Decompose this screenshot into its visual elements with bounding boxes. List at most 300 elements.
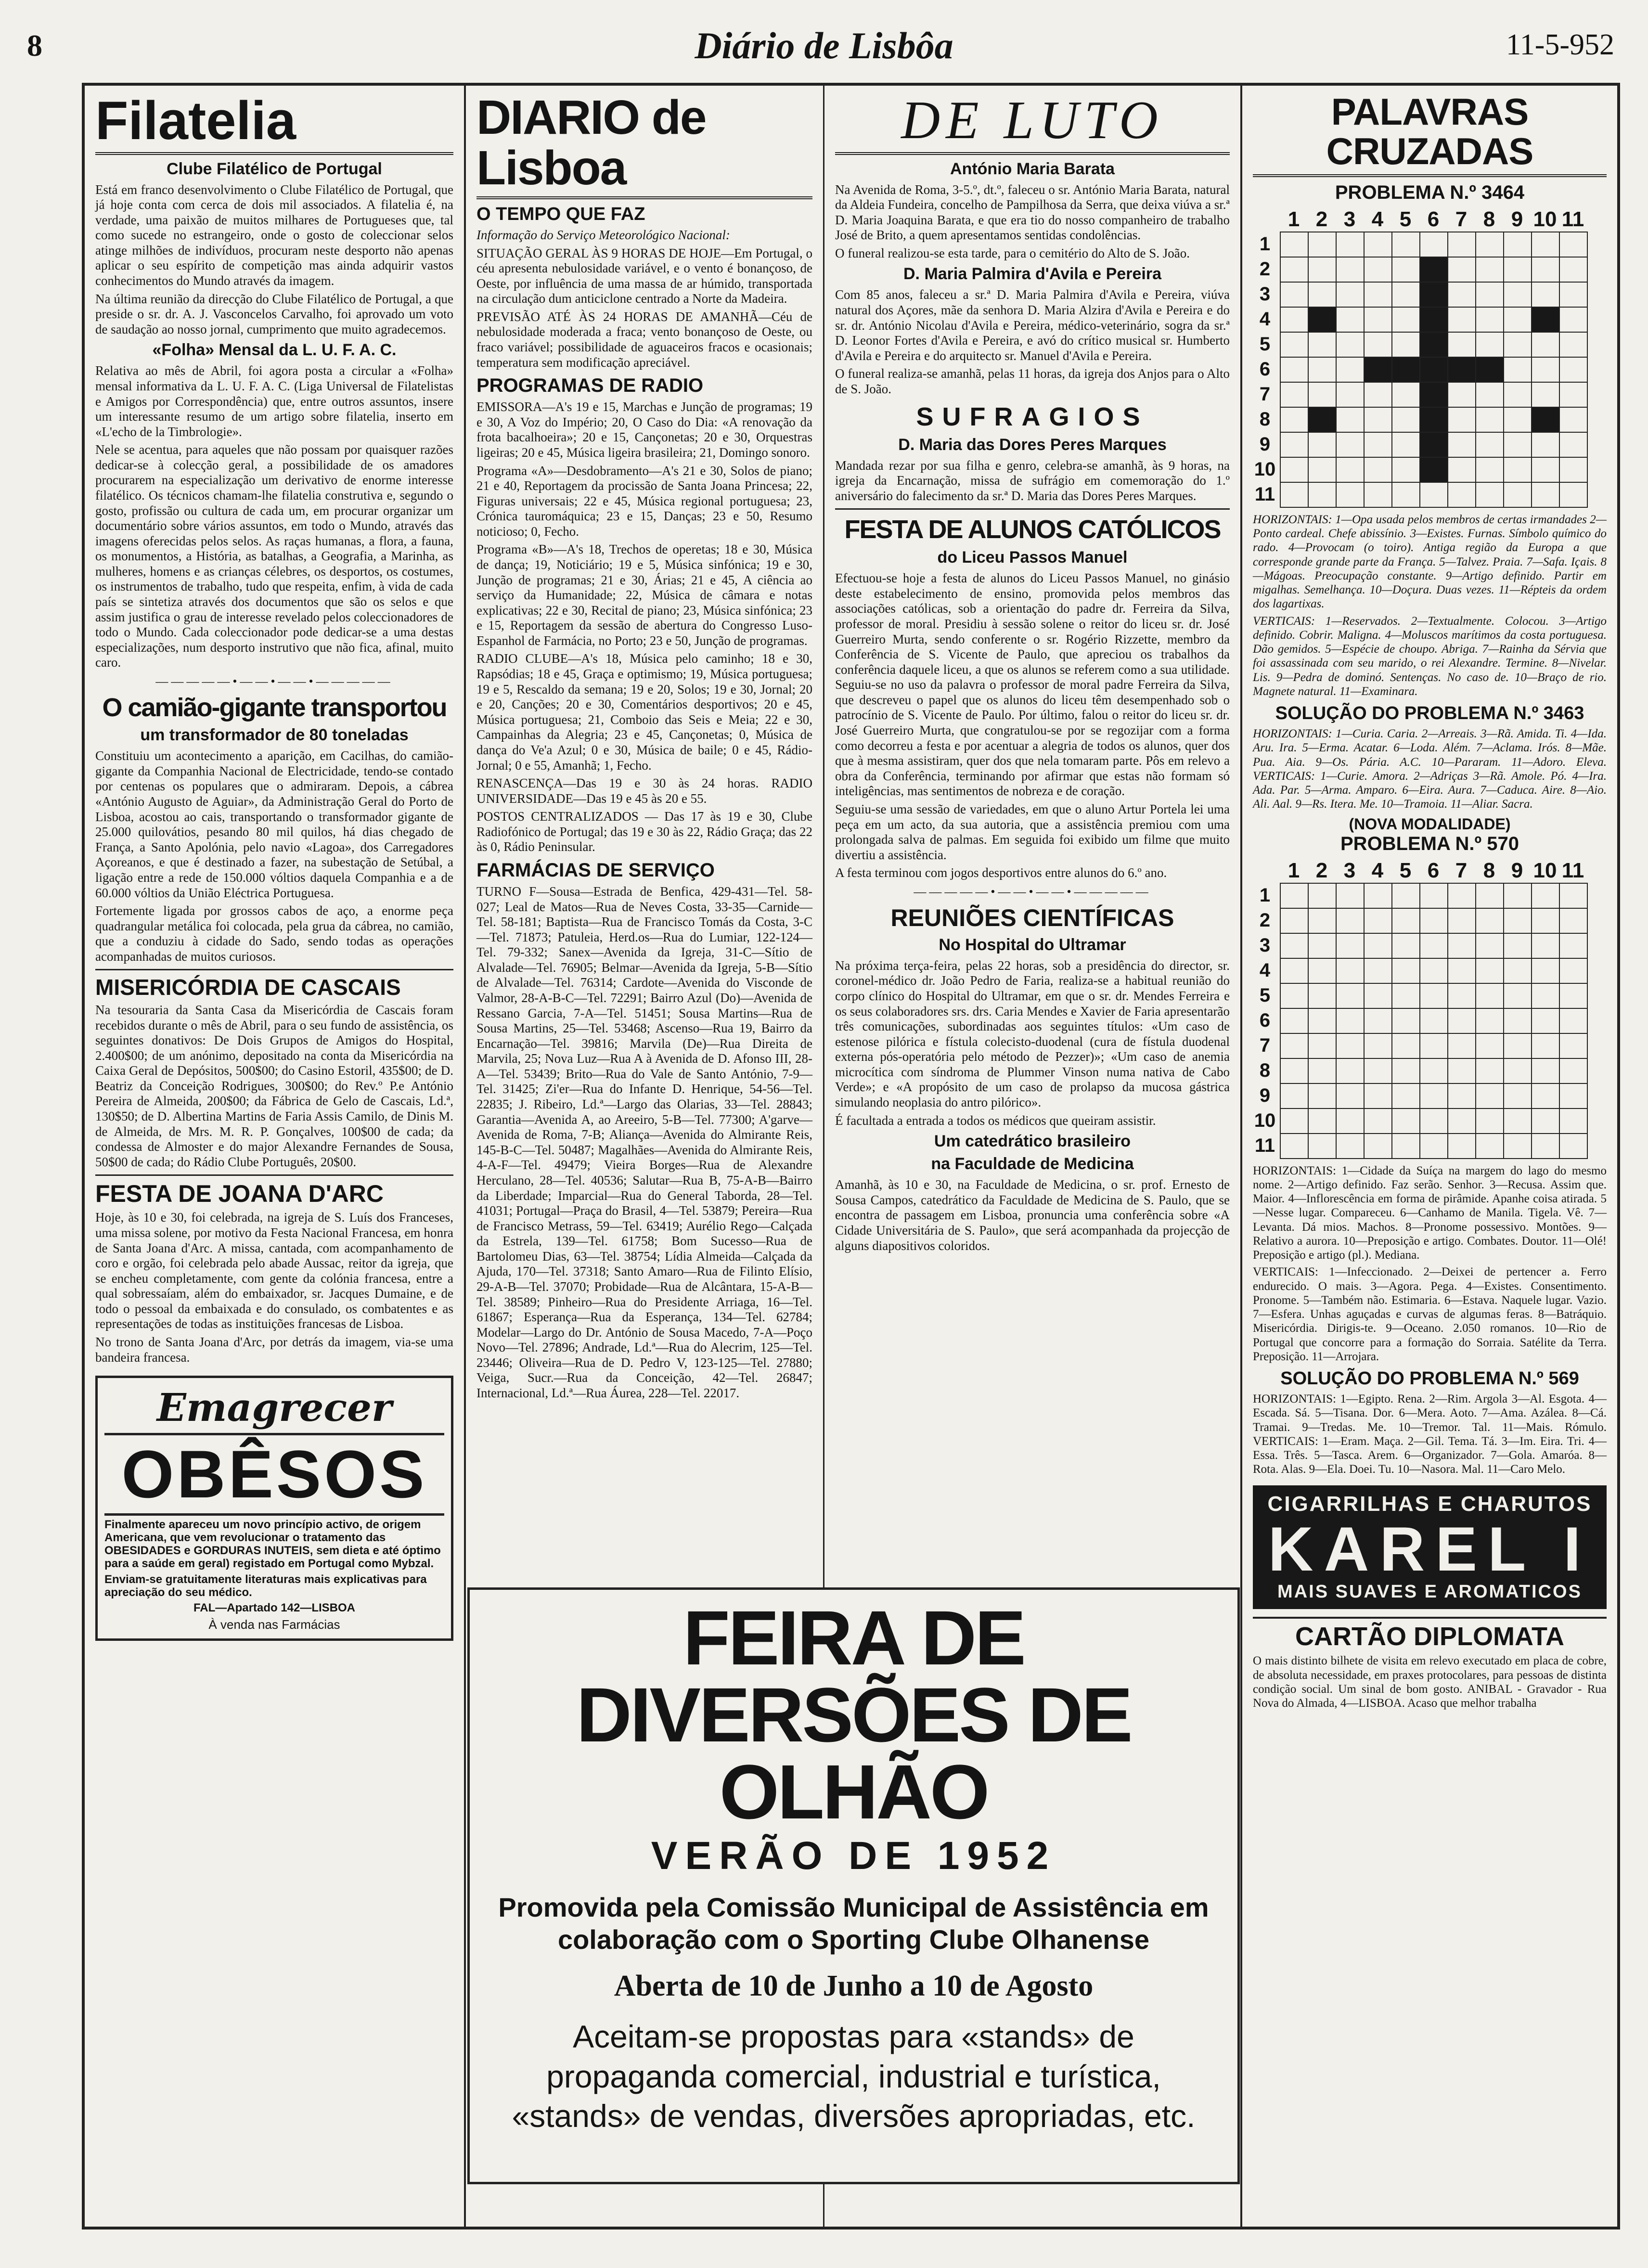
grid-cell [1336, 1033, 1364, 1058]
grid-cell [1532, 1083, 1559, 1108]
grid-cell [1336, 908, 1364, 933]
feira-dates: Aberta de 10 de Junho a 10 de Agosto [614, 1970, 1094, 2003]
grid-cell [1364, 883, 1392, 908]
grid-cell [1392, 1033, 1420, 1058]
grid-black-cell [1420, 407, 1448, 432]
grid-cell [1448, 232, 1476, 257]
grid-column-number: 5 [1399, 858, 1412, 882]
grid-cell [1336, 1058, 1364, 1083]
grid-cell [1448, 282, 1476, 307]
grid-cell [1504, 232, 1532, 257]
grid-column-number: 10 [1533, 858, 1557, 882]
grid-cell [1308, 1033, 1336, 1058]
grid-row [1280, 382, 1587, 407]
grid-cell [1336, 933, 1364, 958]
headline-sufragios: SUFRAGIOS [916, 402, 1149, 431]
headline-reunioes: REUNIÕES CIENTÍFICAS [890, 904, 1174, 931]
grid-cell [1280, 307, 1308, 332]
grid-cell [1280, 908, 1308, 933]
grid-cell [1364, 1134, 1392, 1159]
grid-cell [1280, 282, 1308, 307]
grid-cell [1448, 1108, 1476, 1134]
grid-cell [1448, 1033, 1476, 1058]
ad-feira-olhao [467, 1587, 1240, 2184]
section-title-luto: DE LUTO [835, 92, 1230, 155]
grid-cell [1504, 432, 1532, 457]
grid-black-cell [1448, 357, 1476, 382]
grid-cell [1364, 457, 1392, 482]
grid-row [1280, 432, 1587, 457]
grid-cell [1476, 908, 1504, 933]
grid-row [1280, 983, 1587, 1008]
grid-cell [1559, 307, 1587, 332]
grid-cell [1336, 1108, 1364, 1134]
grid-row [1280, 933, 1587, 958]
grid-cell [1559, 332, 1587, 357]
grid-row-number: 9 [1259, 433, 1271, 455]
paragraph: Fortemente ligada por grossos cabos de aço, a enorme peça quadrangular metálica foi colocada, pela grua da cábrea, no camião, que a conduziu à cidade do Sado, sendo todas as operações acompanhadas de muitos curiosos. [95, 903, 453, 964]
paragraph: O funeral realiza-se amanhã, pelas 11 horas, da igreja dos Anjos para o Alto de S. João. [835, 366, 1230, 396]
subhead-clube: Clube Filatélico de Portugal [167, 159, 382, 178]
grid-cell [1448, 1134, 1476, 1159]
grid-cell [1420, 232, 1448, 257]
grid-cell [1280, 1008, 1308, 1033]
grid-cell [1559, 908, 1587, 933]
newspaper-title: Diário de Lisbôa [695, 25, 953, 66]
grid-cell [1448, 983, 1476, 1008]
grid-cell [1532, 257, 1559, 282]
grid-column-number: 3 [1343, 858, 1356, 882]
grid-black-cell [1364, 357, 1392, 382]
grid-cell [1280, 232, 1308, 257]
grid-cell [1420, 908, 1448, 933]
masthead [0, 24, 1648, 72]
grid-cell [1476, 1134, 1504, 1159]
column-filatelia [85, 86, 466, 2227]
divider [95, 969, 453, 970]
grid-column-number: 6 [1427, 207, 1440, 231]
grid-cell [1392, 257, 1420, 282]
grid-column-number: 3 [1343, 207, 1356, 231]
grid-cell [1532, 1108, 1559, 1134]
grid-cell [1364, 983, 1392, 1008]
grid-cell [1476, 407, 1504, 432]
grid-cell [1308, 983, 1336, 1008]
grid-cell [1308, 457, 1336, 482]
grid-column-number: 11 [1561, 858, 1584, 882]
grid-cell [1532, 983, 1559, 1008]
grid-column-number: 4 [1371, 207, 1384, 231]
grid-cell [1364, 482, 1392, 507]
grid-cell [1308, 883, 1336, 908]
grid-row-number: 4 [1259, 308, 1271, 330]
grid-cell [1504, 307, 1532, 332]
grid-black-cell [1420, 382, 1448, 407]
grid-cell [1336, 382, 1364, 407]
grid-cell [1280, 883, 1308, 908]
grid-cell [1559, 1058, 1587, 1083]
grid-cell [1532, 232, 1559, 257]
grid-cell [1559, 407, 1587, 432]
grid-cell [1448, 1083, 1476, 1108]
grid-cell [1392, 457, 1420, 482]
grid-cell [1364, 382, 1392, 407]
grid-cell [1308, 232, 1336, 257]
grid-column-number: 2 [1315, 207, 1328, 231]
grid-cell [1559, 1083, 1587, 1108]
grid-cell [1448, 933, 1476, 958]
grid-cell [1420, 1134, 1448, 1159]
grid-cell [1364, 232, 1392, 257]
clues-vertical: VERTICAIS: 1—Infeccionado. 2—Deixei de pertencer a. Ferro endurecido. O mais. 3—Agora. Pega. 4—Existes. Consentimento. Pronome. 5—Também não. Estimaria. 6—Estava. Naquele lugar. Vazio. 7—Esfera. Unhas aguçadas e curvas de algumas feras. 8—Batráquio. Misericórdia. Dirigis-te. 9—Oceano. 2.050 romanos. 10—Rio de Portugal que concorre para a formação do Sorraia. Satélite da Terra. Preposição. 11—Arrojara. [1253, 1265, 1607, 1363]
grid-cell [1280, 983, 1308, 1008]
grid-cell [1308, 432, 1336, 457]
grid-cell [1476, 307, 1504, 332]
grid-cell [1476, 1083, 1504, 1108]
grid-row [1280, 257, 1587, 282]
grid-cell [1308, 1058, 1336, 1083]
grid-column-number: 7 [1455, 207, 1468, 231]
grid-row [1280, 908, 1587, 933]
grid-cell [1392, 933, 1420, 958]
section-title-filatelia: Filatelia [95, 92, 453, 155]
headline-festa-alunos: FESTA DE ALUNOS CATÓLICOS [844, 515, 1221, 544]
feira-title: FEIRA DE DIVERSÕES DE OLHÃO [576, 1595, 1131, 1835]
grid-cell [1364, 257, 1392, 282]
grid-cell [1280, 407, 1308, 432]
feira-proposals: Aceitam-se propostas para «stands» de propaganda comercial, industrial e turística, «stands» de vendas, diversões apropriadas, etc. [512, 2019, 1196, 2134]
problem-title-3464: PROBLEMA N.º 3464 [1335, 181, 1525, 203]
page-frame [82, 83, 1620, 2229]
paragraph: Relativa ao mês de Abril, foi agora posta a circular a «Folha» mensal informativa da L. U. F. A. C. (Liga Universal de Filatelistas e Amigos por Correspondência) que, entre outros assuntos, insere um interessante resumo de um artigo sobre filatelia, inserto em «L'echo de la Timbrologie». [95, 363, 453, 439]
grid-cell [1504, 1008, 1532, 1033]
grid-row-numbers [1253, 232, 1277, 507]
grid-cell [1476, 1108, 1504, 1134]
grid-cell [1532, 1008, 1559, 1033]
issue-date: 11-5-952 [1506, 28, 1614, 61]
paragraph: TURNO F—Sousa—Estrada de Benfica, 429-431—Tel. 58-027; Leal de Matos—Rua de Neves Costa, 33-35—Carnide—Tel. 58-181; Baptista—Rua de Francisco Tomás da Costa, 3-C—Tel. 71873; Patuleia, Herd.os—Rua do Lumiar, 122-124—Tel. 79-332; Sanex—Avenida da Igreja, 31-C—Sítio de Alvalade—Tel. 76905; Belmar—Avenida da Igreja, 5-B—Sítio de Alvalade—Tel. 76314; Cardote—Avenida do Visconde de Valmor, 28-A-B-C—Tel. 72291; Bairro Azul (Do)—Avenida de Ressano Garcia, 7-A—Tel. 51451; Sousa Martins—Rua de Sousa Martins, 25—Tel. 53468; Ascenso—Rua 19, Bairro da Encarnação—Tel. 39816; Marvila (De)—Rua Direita de Marvila, 25; Nova Luz—Rua A à Avenida de D. Afonso III, 28-A—Tel. 53439; Brito—Rua do Vale de Santo António, 7-9—Tel. 31425; Zi'er—Rua do Infante D. Henrique, 54-56—Tel. 22835; J. Ribeiro, Ld.ª—Largo das Olarias, 33—Tel. 28843; Garantia—Avenida A, ao Areeiro, 5-B—Tel. 77300; A'garve—Avenida de Roma, 7-B; Aliança—Avenida do Almirante Reis, 145-B-C—Tel. 50487; Magalhães—Avenida do Almirante Reis, 4-A-F—Tel. 49479; Vieira Borges—Rua de Alexandre Herculano, 28—Tel. 40536; Salutar—Rua B, 75-A-B—Bairro da Liberdade; Imparcial—Rua do General Taborda, 28—Tel. 41031; Portugal—Praça do Brasil, 4—Tel. 53879; Pereira—Rua de Francisco Metrass, 59—Tel. 63419; Aurélio Rego—Calçada da Estrela, 139—Tel. 61758; Bom Sucesso—Rua de Bartolomeu Dias, 63—Tel. 38754; Lídia Almeida—Calçada da Ajuda, 170—Tel. 37318; Santo Amaro—Rua de Filinto Elísio, 29-A-B—Tel. 37070; Probidade—Rua de Alcântara, 15-A-B—Tel. 38589; Pinheiro—Rua do Presidente Arriaga, 16—Tel. 61867; Esperança—Rua da Esperança, 134—Tel. 62784; Modelar—Largo do Dr. António de Sousa Macedo, 7-A—Poço Novo—Tel. 27896; Andrade, Ld.ª—Rua do Alecrim, 125—Tel. 23446; Oliveira—Rua de D. Pedro V, 123-125—Tel. 27880; Veiga, Sucr.—Rua da Conceição, 42—Tel. 26847; Internacional, Ld.ª—Rua Áurea, 228—Tel. 22017. [476, 884, 812, 1401]
grid-cell [1308, 257, 1336, 282]
headline-radio: PROGRAMAS DE RADIO [476, 375, 704, 397]
grid-cell [1532, 357, 1559, 382]
feira-promoter: Promovida pela Comissão Municipal de Assistência em colaboração com o Sporting Clube Olhanense [498, 1892, 1209, 1955]
grid-cell [1392, 1008, 1420, 1033]
grid-row-number: 6 [1259, 1009, 1271, 1031]
grid-cell [1308, 1008, 1336, 1033]
grid-cell [1308, 482, 1336, 507]
paragraph: Está em franco desenvolvimento o Clube Filatélico de Portugal, que já hoje conta com cerca de dois mil associados. A filatelia é, na verdade, uma paixão de muitos milhares de Portugueses que, tal como sucede no estrangeiro, onde o gosto de coleccionar selos atinge milhões de indivíduos, procuram neste desporto não apenas aplicar o seu espírito de competição mas ainda adquirir vastos conhecimentos do Mundo através da imagem. [95, 182, 453, 288]
grid-cell [1448, 307, 1476, 332]
grid-black-cell [1532, 307, 1559, 332]
crossword-table [1280, 232, 1588, 508]
grid-column-number: 5 [1399, 207, 1412, 231]
grid-black-cell [1392, 357, 1420, 382]
paragraph: É facultada a entrada a todos os médicos que queiram assistir. [835, 1113, 1156, 1128]
grid-row [1280, 1108, 1587, 1134]
grid-cell [1364, 1083, 1392, 1108]
grid-black-cell [1420, 307, 1448, 332]
grid-cell [1532, 1033, 1559, 1058]
grid-cell [1280, 332, 1308, 357]
grid-cell [1392, 407, 1420, 432]
crossword-grid-3464 [1253, 207, 1607, 508]
grid-cell [1448, 432, 1476, 457]
section-title-palavras-cruzadas: PALAVRAS CRUZADAS [1253, 92, 1607, 177]
grid-cell [1559, 482, 1587, 507]
paragraph: Efectuou-se hoje a festa de alunos do Liceu Passos Manuel, no ginásio deste estabelecimento de ensino, promovida pelos membros das associações católicas, sob a orientação do padre dr. Ferreira da Silva, professor de moral. Presidiu à sessão solene o reitor do liceu sr. dr. José Guerreiro Murta, sendo conferente o sr. Rogério Rizzette, membro da Conferência de S. Vicente de Paulo, que apreciou os trabalhos da conferência daquele liceu, a que os alunos se referem como a sua utilidade. Seguiu-se no uso da palavra o professor de moral padre Ferreira da Silva, que descreveu o papel que os alunos do liceu têm desempenhado sob o patrocínio de S. Vicente de Paulo. Por último, falou o reitor do liceu sr. dr. José Guerreiro Murta, que congratulou-se por se regozijar com a forma como decorreu a festa e por acentuar a alegria de todos os alunos, quer dos que à mesma assistiram, quer dos que nela tomaram parte. Pôs em relevo a obra da Conferência, terminando por afirmar que estas não formam só inteligências, mas sentimentos de nobreza e de coração. [835, 571, 1230, 799]
grid-cell [1364, 958, 1392, 983]
grid-cell [1448, 883, 1476, 908]
grid-cell [1336, 457, 1364, 482]
grid-cell [1504, 357, 1532, 382]
grid-cell [1504, 282, 1532, 307]
grid-cell [1392, 307, 1420, 332]
grid-cell [1364, 282, 1392, 307]
grid-cell [1476, 457, 1504, 482]
page-number: 8 [27, 28, 42, 63]
grid-cell [1308, 357, 1336, 382]
grid-cell [1392, 1108, 1420, 1134]
grid-cell [1280, 958, 1308, 983]
grid-cell [1504, 332, 1532, 357]
grid-cell [1448, 382, 1476, 407]
grid-cell [1504, 983, 1532, 1008]
subhead-hospital: No Hospital do Ultramar [939, 935, 1126, 954]
grid-cell [1392, 908, 1420, 933]
headline-misericordia: MISERICÓRDIA DE CASCAIS [95, 975, 401, 1000]
grid-black-cell [1420, 257, 1448, 282]
grid-cell [1280, 1058, 1308, 1083]
grid-cell [1476, 983, 1504, 1008]
grid-row-number: 1 [1259, 233, 1271, 255]
grid-cell [1392, 1134, 1420, 1159]
grid-cell [1476, 332, 1504, 357]
grid-cell [1559, 457, 1587, 482]
grid-column-number: 1 [1288, 207, 1300, 231]
grid-row-number: 6 [1259, 358, 1271, 380]
grid-cell [1364, 1008, 1392, 1033]
paragraph: Programa «B»—A's 18, Trechos de operetas; 18 e 30, Música de dança; 19, Noticiário; 19 e 5, Música sinfónica; 19 e 30, Junção de programas; 21 e 30, Árias; 21 e 45, A ciência ao serviço da Humanidade; 22, Música de câmara e notas explicativas; 22 e 30, Recital de piano; 23, Música sinfónica; 23 e 15, Reportagem da sessão de abertura do Congresso Luso-Espanhol de Farmácia, no Porto; 23 e 50, Junção de programas. [476, 542, 812, 648]
grid-column-number: 6 [1427, 858, 1440, 882]
grid-row-number: 7 [1259, 383, 1271, 405]
grid-row [1280, 332, 1587, 357]
grid-black-cell [1308, 407, 1336, 432]
grid-cell [1364, 1058, 1392, 1083]
grid-cell [1336, 432, 1364, 457]
nova-modalidade: (NOVA MODALIDADE) [1349, 815, 1511, 833]
grid-cell [1504, 908, 1532, 933]
grid-cell [1504, 1058, 1532, 1083]
grid-cell [1280, 933, 1308, 958]
paragraph: Na próxima terça-feira, pelas 22 horas, sob a presidência do director, sr. coronel-médico dr. João Pedro de Faria, realiza-se a habitual reunião do corpo clínico do Hospital do Ultramar, em que o sr. dr. Mendes Ferreira e os seus colaboradores srs. drs. Caria Mendes e Xavier de Faria apresentarão três comunicações, subordinadas aos seguintes títulos: «Um caso de estenose pilórica e fístula colecisto-duodenal (cura de fístula duodenal externa pós-operatória pelo método de Pezzer)»; «Um caso de anemia microcítica com síndroma de Plummer Vinson numa nativa de Cabo Verde»; e «A propósito de um caso de prolapso da mucosa gástrica simulando neoplasia do antro pilórico». [835, 958, 1230, 1110]
grid-column-number: 9 [1511, 207, 1523, 231]
grid-cell [1504, 1083, 1532, 1108]
grid-row [1280, 307, 1587, 332]
grid-cell [1559, 1008, 1587, 1033]
grid-cell [1392, 382, 1420, 407]
grid-row-number: 4 [1259, 959, 1271, 981]
paragraph: RENASCENÇA—Das 19 e 30 às 24 horas. RADIO UNIVERSIDADE—Das 19 e 45 às 20 e 55. [476, 776, 812, 806]
grid-cell [1336, 232, 1364, 257]
headline-joana: FESTA DE JOANA D'ARC [95, 1180, 384, 1208]
grid-row [1280, 357, 1587, 382]
grid-cell [1420, 1108, 1448, 1134]
grid-cell [1336, 1083, 1364, 1108]
grid-cell [1504, 482, 1532, 507]
paragraph: No trono de Santa Joana d'Arc, por detrás da imagem, via-se uma bandeira francesa. [95, 1335, 453, 1365]
crossword-table [1280, 883, 1588, 1159]
grid-row-number: 3 [1259, 283, 1271, 305]
grid-cell [1448, 908, 1476, 933]
grid-cell [1476, 958, 1504, 983]
grid-cell [1448, 407, 1476, 432]
grid-row [1280, 1008, 1587, 1033]
grid-cell [1420, 482, 1448, 507]
headline-camiao: O camião-gigante transportou [102, 693, 447, 722]
grid-cell [1280, 482, 1308, 507]
divider [835, 508, 1230, 510]
headline-tempo: O TEMPO QUE FAZ [476, 204, 645, 224]
grid-row-number: 5 [1259, 333, 1271, 355]
grid-cell [1532, 883, 1559, 908]
paragraph: RADIO CLUBE—A's 18, Música pelo caminho; 18 e 30, Rapsódias; 18 e 45, Graça e optimismo; 19, Música portuguesa; 19 e 5, Rescaldo da semana; 19 e 20, Solos; 19 e 30, Jornal; 20 e 20, Canções; 20 e 30, Comentários desportivos; 20 e 45, Música portuguesa; 21, Comboio das Seis e Meia; 22 e 30, Campainhas da Alegria; 23 e 45, Cançonetas; 0, Música de dança do Ve'a Azul; 0 e 30, Música de baile; 0 e 45, Rádio-Jornal; 0 e 55, Amanhã; 1, Fecho. [476, 651, 812, 773]
grid-cell [1476, 1058, 1504, 1083]
grid-cell [1336, 958, 1364, 983]
grid-cell [1504, 1134, 1532, 1159]
clues-vertical: VERTICAIS: 1—Reservados. 2—Textualmente. Colocou. 3—Artigo definido. Cobrir. Maligna. 4—Moluscos marítimos da costa portuguesa. Dão gemidos. 5—Espécie de choupo. Abriga. 7—Rainha da Sérvia que foi assassinada com seu marido, o rei Alexandre. Termine. 8—Nivelar. Lis. 9—Pedra de dominó. Sentenças. No caso de. 10—Braço de rio. Magnete natural. 11—Examinara. [1253, 614, 1607, 698]
subhead-palmira: D. Maria Palmira d'Avila e Pereira [903, 265, 1161, 284]
grid-cell [1420, 958, 1448, 983]
subhead-faculdade: na Faculdade de Medicina [931, 1155, 1134, 1173]
grid-cell [1448, 958, 1476, 983]
grid-cell [1420, 883, 1448, 908]
grid-cell [1336, 482, 1364, 507]
grid-cell [1532, 382, 1559, 407]
grid-cell [1392, 883, 1420, 908]
solution-title-569: SOLUÇÃO DO PROBLEMA N.º 569 [1280, 1368, 1579, 1389]
grid-column-number: 9 [1511, 858, 1523, 882]
grid-cell [1504, 1108, 1532, 1134]
grid-column-number: 10 [1533, 207, 1557, 231]
paragraph: Amanhã, às 10 e 30, na Faculdade de Medicina, o sr. prof. Ernesto de Sousa Campos, catedrático da Faculdade de Medicina de S. Paulo, que se encontra de passagem em Lisboa, pronuncia uma conferência sobre «A Cidade Universitária de S. Paulo», que será acompanhada da projecção de alguns diapositivos coloridos. [835, 1177, 1230, 1253]
grid-cell [1504, 958, 1532, 983]
grid-cell [1532, 958, 1559, 983]
paragraph: EMISSORA—A's 19 e 15, Marchas e Junção de programas; 19 e 30, A Voz do Império; 20, O Caso do Dia: «A renovação da frota bacalhoeira»; 20 e 15, Cançonetas; 20 e 30, Orquestras ligeiras; 20 e 45, Música ligeira brasileira; 21, Domingo sonoro. [476, 399, 812, 460]
grid-cell [1420, 1083, 1448, 1108]
grid-cell [1336, 282, 1364, 307]
grid-black-cell [1420, 357, 1448, 382]
separator: —————•——•——•————— [155, 674, 393, 688]
subhead-barata: António Maria Barata [950, 159, 1115, 178]
grid-cell [1336, 332, 1364, 357]
grid-cell [1532, 1134, 1559, 1159]
grid-cell [1308, 382, 1336, 407]
paragraph: O funeral realizou-se esta tarde, para o cemitério do Alto de S. João. [835, 245, 1190, 260]
grid-cell [1308, 1134, 1336, 1159]
grid-cell [1504, 257, 1532, 282]
grid-row-number: 9 [1259, 1084, 1271, 1106]
paragraph: SITUAÇÃO GERAL ÀS 9 HORAS DE HOJE—Em Portugal, o céu apresenta nebulosidade variável, e o vento é bonançoso, de Oeste, por influência de uma massa de ar húmido, transportada na circulação dum anticiclone centrado a Norte da Madeira. [476, 245, 812, 306]
grid-cell [1392, 958, 1420, 983]
grid-cell [1336, 257, 1364, 282]
karel-top: CIGARRILHAS E CHARUTOS [1267, 1492, 1592, 1516]
subhead-sufragio: D. Maria das Dores Peres Marques [898, 435, 1167, 454]
grid-cell [1559, 232, 1587, 257]
grid-row-number: 10 [1254, 1109, 1276, 1131]
grid-cell [1448, 332, 1476, 357]
grid-row-number: 7 [1259, 1034, 1271, 1056]
grid-cell [1504, 1033, 1532, 1058]
solution-text: HORIZONTAIS: 1—Curia. Caria. 2—Arreais. 3—Rã. Amida. Ti. 4—Ida. Aru. Ira. 5—Erma. Acatar. 6—Loda. Além. 7—Aclama. Irós. 8—Mãe. Pua. Aia. 9—Os. Pária. A.C. 10—Pararam. 11—Adoro. Eleva. VERTICAIS: 1—Curie. Amora. 2—Adriças 3—Rã. Amole. Pó. 4—Ira. Ada. Par. 5—Arma. Amparo. 6—Eira. Aura. 7—Caduca. Aire. 8—Aio. Ali. Aal. 9—Rs. Itera. Me. 10—Tramoia. 11—Aliar. Sacra. [1253, 727, 1607, 811]
headline-cartao: CARTÃO DIPLOMATA [1253, 1617, 1607, 1651]
grid-cell [1559, 1134, 1587, 1159]
grid-row-number: 10 [1254, 458, 1276, 480]
grid-cell [1448, 1008, 1476, 1033]
paragraph: Constituiu um acontecimento a aparição, em Cacilhas, do camião-gigante da Companhia Nacional de Electricidade, tendo-se contado por centenas os populares que o admiraram. Depois, a cábrea «António Augusto de Aguiar», da Administração Geral do Porto de Lisboa, acostou ao cais, transportando o transformador gigante de 25.000 quilovátios, pesando 80 mil quilos, há dias chegado de França, a Santo Apolónia, pelo navio «Lagoa», dos Carregadores Açoreanos, e que é destinado a fazer, na subestação de Setúbal, a ligação entre a rede de 150.000 vóltios daquela Companhia e a de 60.000 vóltios da União Eléctrica Portuguesa. [95, 748, 453, 900]
grid-cell [1392, 983, 1420, 1008]
grid-cell [1559, 257, 1587, 282]
grid-cell [1448, 257, 1476, 282]
grid-row [1280, 1134, 1587, 1159]
grid-cell [1559, 382, 1587, 407]
paragraph: Hoje, às 10 e 30, foi celebrada, na igreja de S. Luís dos Franceses, uma missa solene, por motivo da Festa Nacional Francesa, em honra de Santa Joana d'Arc. A missa, cantada, com acompanhamento de coro e orgão, foi celebrada pelo abade Aussac, reitor da igreja, que se encheu completamente, com gente da colónia francesa, entre a qual sobressaíam, além do embaixador, sr. Jacques Dumaine, e de todo o pessoal da embaixada e do consulado, os combatentes e as representações de todas as instituições francesas de Lisboa. [95, 1210, 453, 1331]
grid-cell [1420, 933, 1448, 958]
grid-row-numbers [1253, 883, 1277, 1158]
clues-horizontal: HORIZONTAIS: 1—Opa usada pelos membros de certas irmandades 2—Ponto cardeal. Chefe abissínio. 3—Existes. Furnas. Símbolo químico do rado. 4—Provocam (o toiro). Antiga região da Europa a que corresponde grande parte da França. 5—Talvez. Praia. 7—Safa. Içais. 8—Mágoas. Preocupação constante. 9—Artigo definido. Partir em migalhas. Semelhança. 10—Doçura. Duas vezes. 11—Répteis da ordem dos lagartixas. [1253, 513, 1607, 611]
column-palavras-cruzadas [1242, 86, 1617, 2227]
grid-cell [1476, 1033, 1504, 1058]
grid-cell [1364, 307, 1392, 332]
paragraph: Na Avenida de Roma, 3-5.º, dt.º, faleceu o sr. António Maria Barata, natural da Aldeia Fundeira, concelho de Pampilhosa da Serra, que deixa viúva a sr.ª D. Maria Joaquina Barata, e que era tio do nosso companheiro de trabalho José de Brito, a quem apresentamos sentidas condolências. [835, 182, 1230, 243]
grid-cell [1504, 883, 1532, 908]
grid-black-cell [1420, 332, 1448, 357]
paragraph: Com 85 anos, faleceu a sr.ª D. Maria Palmira d'Avila e Pereira, viúva natural dos Açores, mãe da senhora D. Maria Alzira d'Avila e Pereira e do sr. dr. António Nicolau d'Avila e Pereira, médico-veterinário, sogra da sr.ª D. Leonor Fortes d'Avila e Pereira, e avó do crítico musical sr. Humberto d'Avila e Pereira e do arquitecto sr. Manuel d'Avila e Pereira. [835, 287, 1230, 363]
grid-cell [1308, 933, 1336, 958]
grid-cell [1448, 482, 1476, 507]
solution-title-3463: SOLUÇÃO DO PROBLEMA N.º 3463 [1275, 703, 1584, 724]
paragraph: POSTOS CENTRALIZADOS — Das 17 às 19 e 30, Clube Radiofónico de Portugal; das 19 e 30 às 22, Rádio Graça; das 22 às 0, Rádio Peninsular. [476, 809, 812, 854]
grid-column-number: 2 [1315, 858, 1328, 882]
grid-cell [1504, 382, 1532, 407]
grid-row [1280, 232, 1587, 257]
ad-script-title: Emagrecer [156, 1385, 392, 1430]
grid-cell [1420, 1033, 1448, 1058]
grid-column-numbers [1280, 207, 1607, 232]
grid-black-cell [1476, 357, 1504, 382]
grid-cell [1364, 1033, 1392, 1058]
grid-cell [1364, 332, 1392, 357]
grid-column-number: 8 [1483, 207, 1495, 231]
ad-address: FAL—Apartado 142—LISBOA [193, 1601, 356, 1615]
ad-obesos [95, 1376, 453, 1641]
karel-name: KAREL I [1268, 1513, 1592, 1584]
grid-cell [1280, 357, 1308, 382]
paragraph: Mandada rezar por sua filha e genro, celebra-se amanhã, às 9 horas, na igreja da Encarnação, missa de sufrágio em comemoração do 1.º aniversário do falecimento da sr.ª D. Maria das Dores Peres Marques. [835, 458, 1230, 503]
grid-column-number: 1 [1288, 858, 1300, 882]
clues-horizontal: HORIZONTAIS: 1—Cidade da Suíça na margem do lago do mesmo nome. 2—Artigo definido. Faz serão. Senhor. 3—Recusa. Assim que. Maior. 4—Inflorescência em forma de pirâmide. Apanhe coisa atirada. 5—Nesse lugar. Compareceu. 6—Canhamo de Manila. Tigela. Vê. 7—Levanta. Dá mios. Machos. 8—Pronome possessivo. Montões. 9—Relativo a aurora. 10—Preposição e artigo. Combates. Doutor. 11—Olé! Preposição e artigo (pl.). Mediana. [1253, 1164, 1607, 1262]
grid-cell [1532, 933, 1559, 958]
grid-cell [1532, 482, 1559, 507]
grid-cell [1559, 933, 1587, 958]
grid-cell [1448, 1058, 1476, 1083]
grid-cell [1559, 958, 1587, 983]
subhead-liceu: do Liceu Passos Manuel [937, 548, 1128, 567]
grid-row-number: 5 [1259, 984, 1271, 1006]
grid-cell [1532, 908, 1559, 933]
grid-black-cell [1420, 457, 1448, 482]
grid-column-numbers [1280, 859, 1607, 883]
grid-row [1280, 1083, 1587, 1108]
